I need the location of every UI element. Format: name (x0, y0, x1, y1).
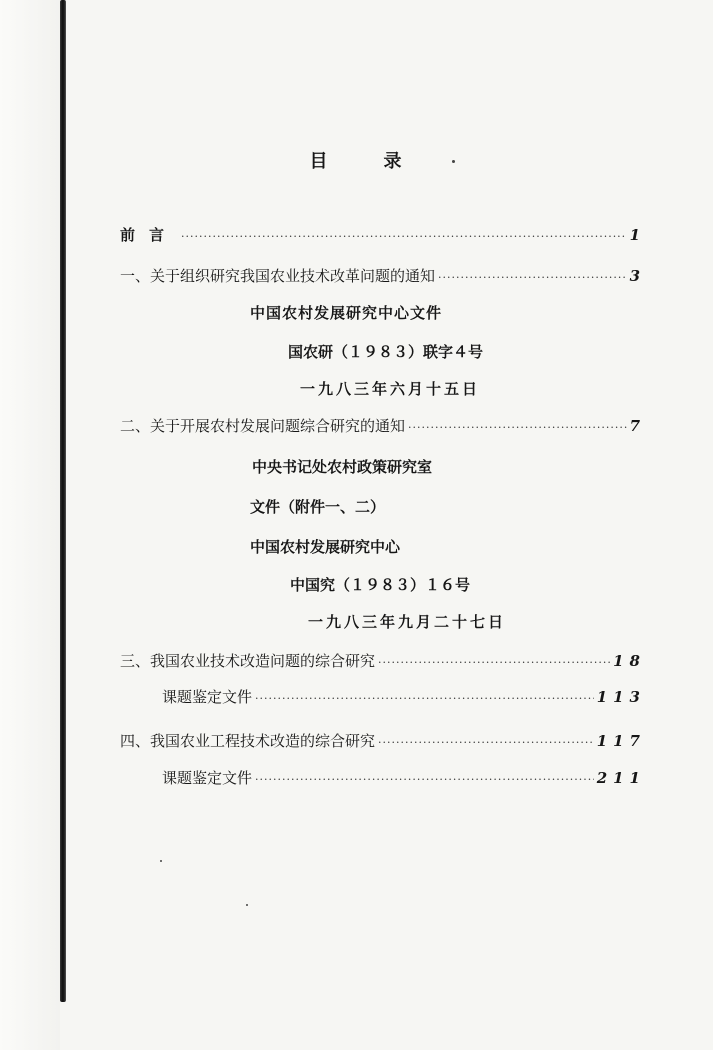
page-title (0, 147, 713, 173)
section-1-issuer: 中国农村发展研究中心文件 (250, 304, 443, 322)
toc-entry-label: 二、关于开展农村发展问题综合研究的通知 (120, 417, 406, 435)
toc-entry-page: 117 (596, 732, 646, 750)
toc-entry-label: 课题鉴定文件 (162, 769, 253, 787)
toc-entry-label: 一、关于组织研究我国农业技术改革问题的通知 (120, 267, 436, 285)
toc-entry-section-2[interactable] (120, 415, 646, 436)
scan-speck (160, 860, 162, 862)
toc-entry-preface[interactable] (120, 224, 646, 245)
toc-entry-label: 前言 (120, 226, 179, 244)
toc-entry-section-3-appraisal[interactable] (162, 686, 646, 707)
section-2-issuer-line-3: 中国农村发展研究中心 (250, 538, 401, 556)
toc-entry-section-1[interactable] (120, 265, 646, 286)
toc-entry-section-4-appraisal[interactable] (162, 767, 646, 788)
toc-leader-dots (408, 420, 627, 435)
toc-leader-dots (378, 735, 594, 750)
section-2-doc-number: 中国究（１９８３）１６号 (290, 576, 471, 594)
toc-entry-label: 四、我国农业工程技术改造的综合研究 (120, 732, 376, 750)
toc-entry-section-4[interactable] (120, 730, 646, 751)
toc-entry-label: 课题鉴定文件 (162, 688, 253, 706)
scan-speck (246, 904, 248, 906)
toc-entry-page: 1 (629, 226, 646, 244)
toc-entry-page: 211 (596, 769, 646, 787)
toc-entry-section-3[interactable] (120, 650, 646, 671)
toc-leader-dots (181, 229, 627, 244)
toc-entry-page: 7 (629, 417, 646, 435)
title-char-lu: 录 (383, 151, 404, 172)
section-2-issuer-line-2: 文件（附件一、二） (250, 498, 386, 516)
toc-leader-dots (255, 772, 594, 787)
section-2-issuer-line-1: 中央书记处农村政策研究室 (252, 458, 433, 476)
section-1-date: 一九八三年六月十五日 (300, 380, 481, 398)
toc-entry-label: 三、我国农业技术改造问题的综合研究 (120, 652, 376, 670)
title-char-mu: 目 (309, 151, 330, 172)
section-2-date: 一九八三年九月二十七日 (308, 613, 507, 631)
toc-leader-dots (255, 691, 594, 706)
toc-leader-dots (438, 270, 627, 285)
toc-entry-page: 3 (629, 267, 646, 285)
toc-entry-page: 113 (596, 688, 646, 706)
toc-leader-dots (378, 655, 610, 670)
toc-entry-page: 18 (613, 652, 646, 670)
section-1-doc-number: 国农研（１９８３）联字４号 (288, 343, 484, 361)
